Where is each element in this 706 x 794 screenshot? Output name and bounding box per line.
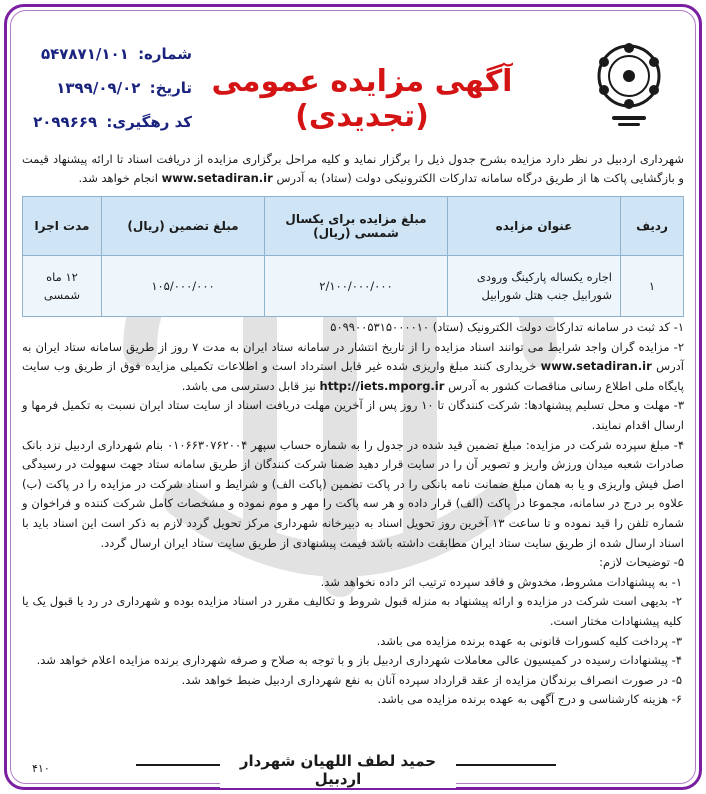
table-header-row [23, 197, 684, 256]
tracking-label: کد رهگیری: [106, 113, 192, 131]
cell-price: ۲/۱۰۰/۰۰۰/۰۰۰ [265, 256, 448, 317]
intro-text-a: شهرداری اردبیل در نظر دارد مزایده بشرح جدول ذیل را برگزار نماید و کلیه مراحل برگزاری مزایده از دریافت اسناد تا ارائه پیشنهاد قیمت و بازگشایی پاکت ها از طریق درگاه سامانه تدارکات الکترونیکی دولت (ستاد) به آدرس [22, 152, 684, 185]
tracking-row [22, 110, 192, 134]
signature: حمید لطف اللهیان شهردار اردبیل [220, 752, 456, 788]
col-title: عنوان مزایده [448, 197, 621, 256]
col-price: مبلغ مزایده برای یکسال شمسی (ریال) [265, 197, 448, 256]
intro-paragraph [22, 150, 684, 188]
municipality-logo-icon [590, 36, 668, 132]
note-6: ۶- هزینه کارشناسی و درج آگهی به عهده برنده مزایده می باشد. [377, 692, 682, 707]
date-value: ۱۳۹۹/۰۹/۰۲ [56, 79, 141, 97]
clause-2-url-2: http://iets.mporg.ir [319, 378, 445, 393]
tracking-value: ۲۰۹۹۶۶۹ [33, 113, 98, 131]
intro-text-b: انجام خواهد شد. [78, 171, 158, 185]
clause-2-url: www.setadiran.ir [540, 359, 652, 374]
note-1: ۱- به پیشنهادات مشروط، مخدوش و فاقد سپرده ترتیب اثر داده نخواهد شد. [320, 574, 682, 589]
note-3: ۳- پرداخت کلیه کسورات قانونی به عهده برنده مزایده می باشد. [376, 633, 682, 648]
cell-deposit: ۱۰۵/۰۰۰/۰۰۰ [102, 256, 265, 317]
number-row [22, 42, 192, 66]
number-label: شماره: [138, 45, 192, 63]
number-value: ۵۴۷۸۷۱/۱۰۱ [40, 45, 129, 63]
page-number: ۴۱۰ [32, 762, 50, 775]
page-title: آگهی مزایده عمومی (تجدیدی) [211, 64, 513, 134]
col-duration: مدت اجرا [23, 197, 102, 256]
clause-5: ۵- توضیحات لازم: [599, 555, 684, 570]
header [14, 20, 692, 144]
cell-duration: ۱۲ ماه شمسی [23, 256, 102, 317]
clause-4: ۴- مبلغ سپرده شرکت در مزایده: مبلغ تضمین قید شده در جدول را به شماره حساب سپهر ۰۱۰۶۶۳۰۷۶۲۰۰۴ بنام شهرداری اردبیل نزد بانک صادرات شعبه میدان ورزش واریز و تصویر آن را در سایت قرار دهید ضمنا شرکت کنندگان از طریق سامانه ستاد جهت سهولت در رسیدگی اصل فیش واریزی و یا به همان مبلغ ضمانت نامه بانکی را در پاکت تضمین (پاکت الف) و شرایط و اسناد شرکت در مزایده را در پاکت (ب) علاوه بر درج در سامانه، مجموعا در پاکت (الف) قرار داده و هر سه پاکت را مهر و موم نموده و مشخصات کامل شرکت کننده و فراخوان و شماره تلفن را قید نموده و تا ساعت ۱۳ آخرین روز تحویل اسناد به دبیرخانه شهرداری مرکز تحویل گردد لازم به ذکر است این اسناد باید با اسناد ارسال شده از طریق سایت ستاد ایران مطابقت داشته باشد قیمت پیشنهادی از طریق سایت ستاد ایران ارسال گردد. [22, 437, 684, 550]
intro-url: www.setadiran.ir [161, 171, 273, 185]
cell-row: ۱ [621, 256, 684, 317]
meta-block [22, 42, 192, 144]
date-label: تاریخ: [149, 79, 192, 97]
clause-2 [22, 338, 684, 397]
date-row [22, 76, 192, 100]
col-deposit: مبلغ تضمین (ریال) [102, 197, 265, 256]
auction-table [22, 196, 684, 317]
terms-section [22, 318, 684, 710]
note-4: ۴- پیشنهادات رسیده در کمیسیون عالی معاملات شهرداری اردبیل باز و با توجه به صلاح و صرفه شهرداری برنده مزایده اعلام خواهد شد. [36, 653, 682, 668]
clause-1: ۱- کد ثبت در سامانه تدارکات دولت الکترونیک (ستاد) ۵۰۹۹۰۰۵۳۱۵۰۰۰۰۱۰ [330, 320, 684, 334]
note-5: ۵- در صورت انصراف برندگان مزایده از عقد قرارداد سپرده آنان به نفع شهرداری اردبیل ضبط خواهد شد. [181, 672, 682, 687]
note-2: ۲- بدیهی است شرکت در مزایده و ارائه پیشنهاد به منزله قبول شروط و تکالیف مقرر در اسناد مزایده بوده و شهرداری در رد یا قبول یک یا کلیه پیشنهادات مختار است. [22, 594, 682, 628]
clause-2-text-a: ۲- مزایده گران واجد شرایط می توانند اسناد مزایده را از تاریخ انتشار در سامانه ستاد ایران به مدت ۷ روز از طریق سامانه ستاد ایران به آدرس [22, 339, 685, 374]
cell-title: اجاره یکساله پارکینگ ورودی شورابیل جنب هتل شورابیل [448, 256, 621, 317]
col-row: ردیف [621, 197, 684, 256]
clause-2-text-c: نیز قابل دسترسی می باشد. [181, 378, 316, 393]
clause-2-text-b: خریداری کنند مبلغ واریزی شده غیر قابل استرداد است و اطلاعات تکمیلی مزایده فوق از طریق وب سایت پایگاه ملی اطلاع رسانی مناقصات کشور به آدرس [22, 359, 684, 393]
table-row [23, 256, 684, 317]
clause-3: ۳- مهلت و محل تسلیم پیشنهادها: شرکت کنندگان تا ۱۰ روز پس از آخرین مهلت دریافت اسناد از سایت ستاد ایران نسبت به تکمیل فرمها و ارسال اقدام نمایند. [22, 398, 684, 432]
